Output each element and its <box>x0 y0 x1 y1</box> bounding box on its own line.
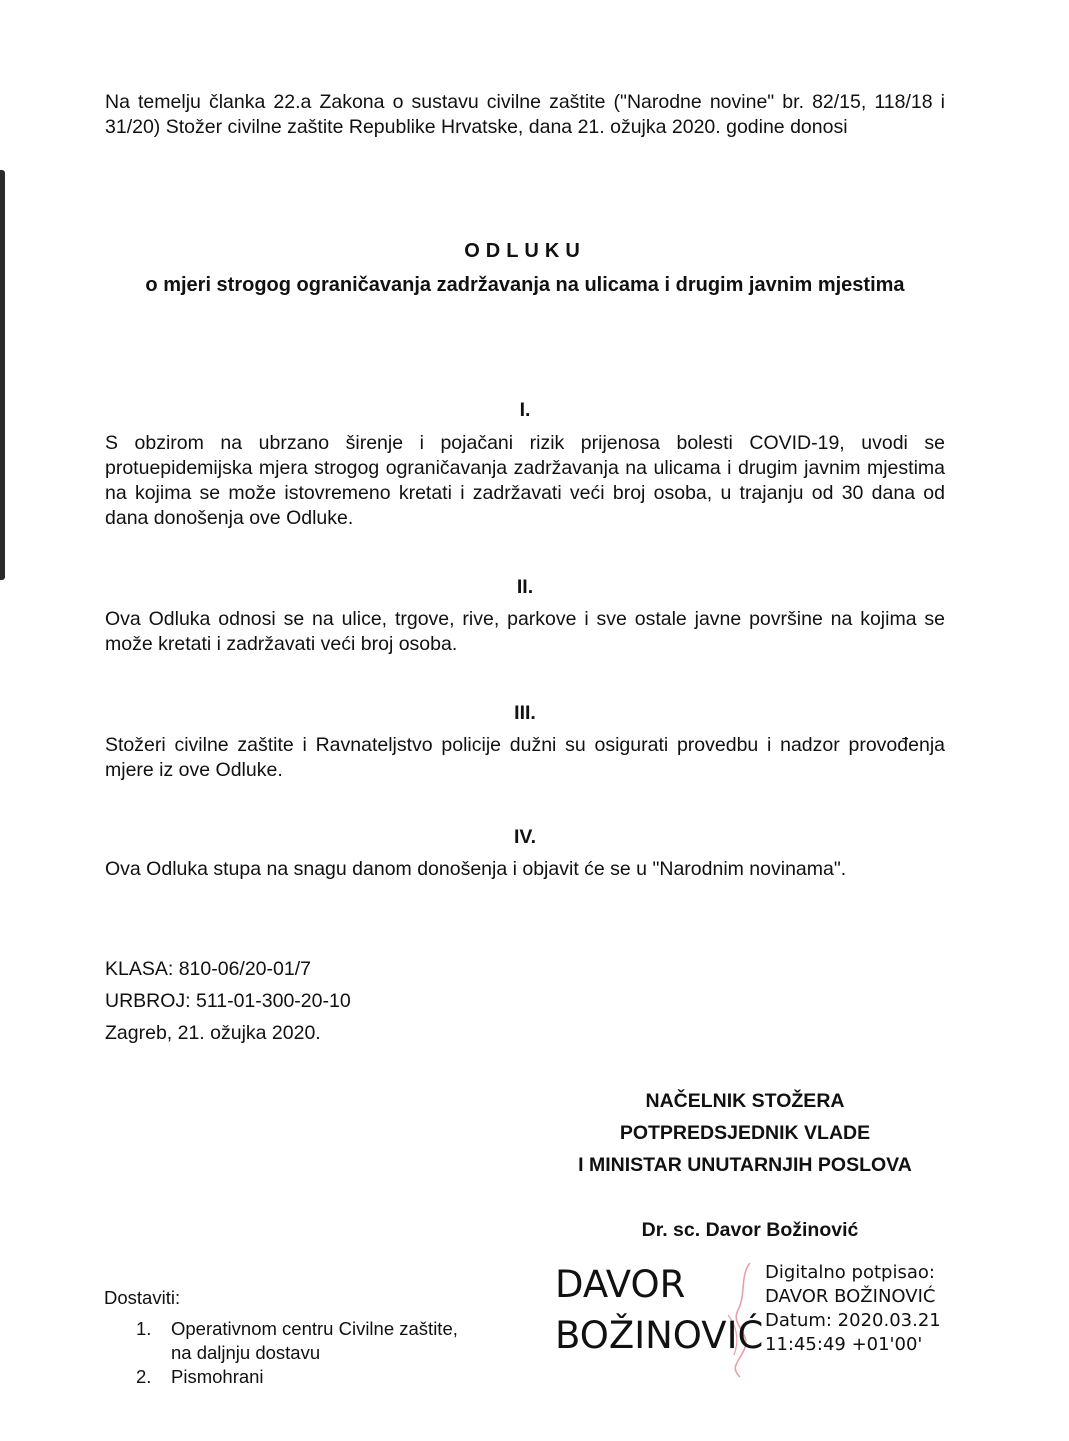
article-number-2: II. <box>516 576 534 598</box>
digital-signature-info-line-2: DAVOR BOŽINOVIĆ <box>765 1286 936 1307</box>
klasa: KLASA: 810-06/20-01/7 <box>105 958 311 980</box>
signature-title-line-3: I MINISTAR UNUTARNJIH POSLOVA <box>578 1154 912 1176</box>
article-text-2: Ova Odluka odnosi se na ulice, trgove, rive, parkove i sve ostale javne površine na kojima se može kretati i zadržavati veći broj osoba. <box>105 608 945 655</box>
signature-title-line-1: NAČELNIK STOŽERA <box>645 1090 845 1112</box>
list-item <box>136 1317 458 1341</box>
meta-block <box>105 953 945 1049</box>
urbroj: URBROJ: 511-01-300-20-10 <box>105 990 351 1012</box>
document-title: ODLUKU <box>464 240 586 262</box>
distribution-list <box>136 1317 458 1389</box>
article-text-3: Stožeri civilne zaštite i Ravnateljstvo policije dužni su osigurati provedbu i nadzor provođenja mjere iz ove Odluke. <box>105 734 945 781</box>
preamble: Na temelju članka 22.a Zakona o sustavu civilne zaštite ("Narodne novine" br. 82/15, 118/18 i 31/20) Stožer civilne zaštite Republike Hrvatske, dana 21. ožujka 2020. godine donosi <box>105 91 945 138</box>
document-subtitle: o mjeri strogog ograničavanja zadržavanja na ulicama i drugim javnim mjestima <box>145 274 905 296</box>
digital-signature-info-line-3: Datum: 2020.03.21 <box>765 1310 941 1331</box>
digital-signature-info-line-1: Digitalno potpisao: <box>765 1262 935 1283</box>
article-number-4: IV. <box>513 826 537 848</box>
place-date: Zagreb, 21. ožujka 2020. <box>105 1022 321 1044</box>
list-item <box>136 1365 458 1389</box>
signer-name: Dr. sc. Davor Božinović <box>641 1219 859 1241</box>
article-number-1: I. <box>519 399 531 421</box>
signature-title-block <box>545 1085 945 1181</box>
digital-signature-info-line-4: 11:45:49 +01'00' <box>765 1334 923 1355</box>
digital-signature-name-line-2: BOŽINOVIĆ <box>555 1314 764 1357</box>
digital-signature-name-line-1: DAVOR <box>555 1263 686 1306</box>
list-item-text: Pismohrani <box>171 1366 264 1387</box>
distribution-heading: Dostaviti: <box>104 1287 181 1308</box>
page-edge-bar <box>0 170 5 580</box>
article-text-4: Ova Odluka stupa na snagu danom donošenja i objavit će se u "Narodnim novinama". <box>105 858 847 880</box>
digital-signature-info <box>765 1261 941 1357</box>
list-item-continuation: na daljnju dostavu <box>171 1342 321 1363</box>
signature-title-line-2: POTPREDSJEDNIK VLADE <box>619 1122 871 1144</box>
list-item-text: Operativnom centru Civilne zaštite, <box>171 1318 458 1339</box>
list-item-number: 2. <box>136 1366 152 1387</box>
article-number-3: III. <box>514 702 536 724</box>
article-text-1: S obzirom na ubrzano širenje i pojačani rizik prijenosa bolesti COVID-19, uvodi se protuepidemijska mjera strogog ograničavanja zadržavanja na ulicama i drugim javnim mjestima na kojima se može istovremeno kretati i zadržavati veći broj osoba, u trajanju od 30 dana od dana donošenja ove Odluke. <box>105 432 945 529</box>
list-item-number: 1. <box>136 1318 152 1339</box>
